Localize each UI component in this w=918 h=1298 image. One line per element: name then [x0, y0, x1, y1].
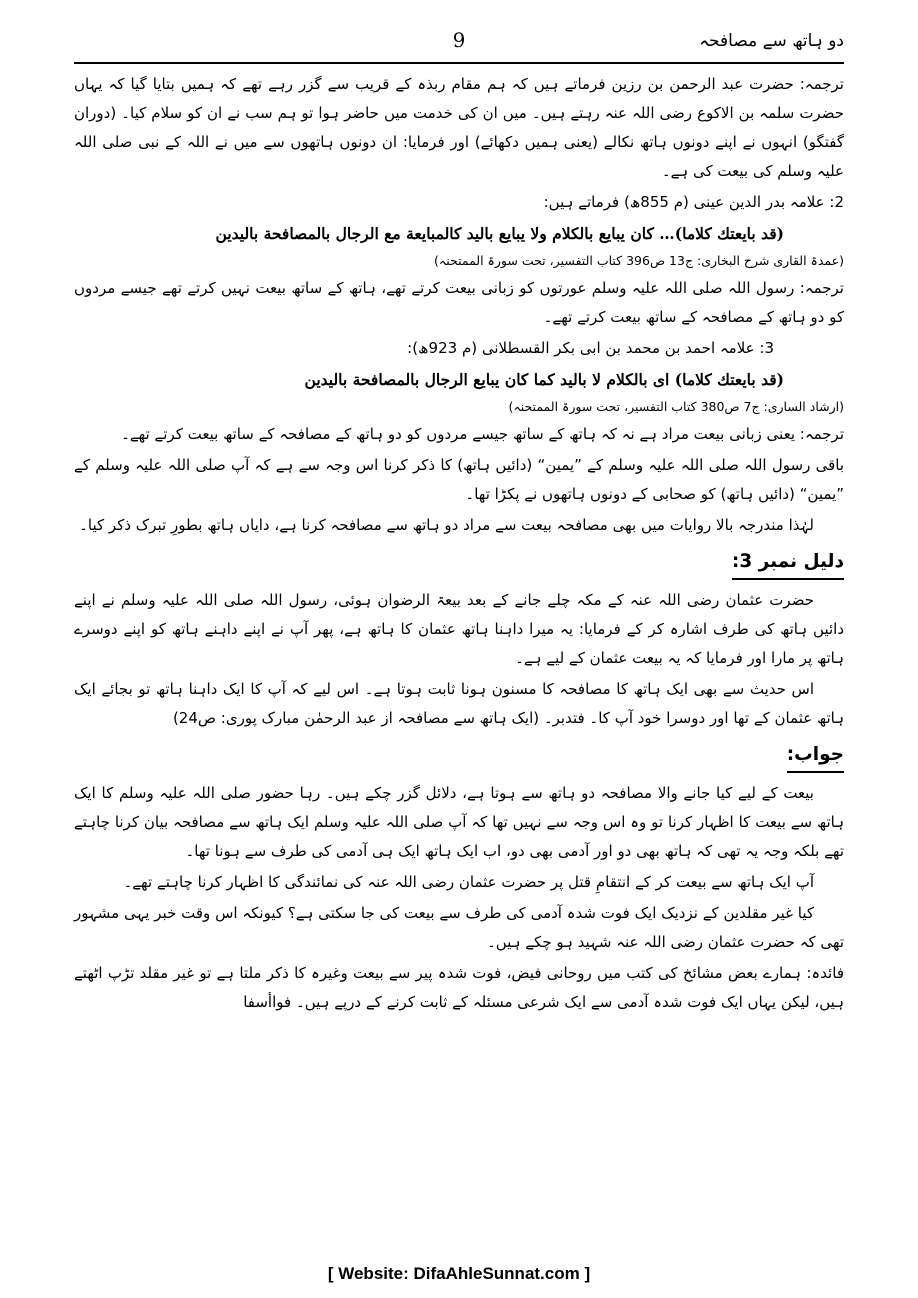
running-title: دو ہاتھ سے مصافحہ: [699, 31, 844, 51]
reference: (ارشاد الساری: ج7 ص380 کتاب التفسیر، تحت سورۃ الممتحنہ): [508, 399, 844, 414]
note-paragraph: فائدہ: ہمارے بعض مشائخ کی کتب میں روحانی فیض، فوت شدہ پیر سے بیعت وغیرہ کا ذکر ملتا ہے تو غیر مقلد تڑپ اٹھتے ہیں، لیکن یہاں ایک فوت شدہ آدمی سے ایک شرعی مسئلہ کے ثابت کرنے کے درپے ہیں۔ فواأسفا: [74, 964, 844, 1011]
citation-heading: 3: علامہ احمد بن محمد بن ابی بکر القسطلانی (م 923ھ):: [407, 339, 774, 357]
page-header: [74, 24, 844, 62]
body-paragraph: کیا غیر مقلدین کے نزدیک ایک فوت شدہ آدمی کی طرف سے بیعت کی جا سکتی ہے؟ کیونکہ اس وقت خبر یہی مشہور تھی کہ حضرت عثمان رضی اللہ عنہ شہید ہو چکے ہیں۔: [74, 904, 844, 951]
body-paragraph: بیعت کے لیے کیا جانے والا مصافحہ دو ہاتھ سے ہوتا ہے، دلائل گزر چکے ہیں۔ رہا حضور صلی اللہ علیہ وسلم کا ایک ہاتھ سے بیعت کا اظہار کرنا تو وہ اس وجہ سے نہیں تھا کہ آپ صلی اللہ علیہ وسلم ایک ہاتھ سے مصافحہ بیان کرنا چاہتے تھے بلکہ وجہ یہ تھی کہ ہاتھ بھی دو اور آدمی بھی دو، اب ایک ہاتھ ایک ہی آدمی کی طرف سے ہونا تھا۔: [74, 784, 844, 860]
body-paragraph: اس حدیث سے بھی ایک ہاتھ کا مصافحہ کا مسنون ہونا ثابت ہوتا ہے۔ اس لیے کہ آپ کا ایک داہنا ہاتھ تو بجائے ایک ہاتھ عثمان کے تھا اور دوسرا خود آپ کا۔ فتدبر۔ (ایک ہاتھ سے مصافحہ از عبد الرحمٰن مبارک پوری: ص24): [74, 680, 844, 727]
body-paragraph: باقی رسول اللہ صلی اللہ علیہ وسلم کے ”یمین“ (دائیں ہاتھ) کا ذکر کرنا اس وجہ سے ہے کہ آپ صلی اللہ علیہ وسلم کے ”یمین“ (دائیں ہاتھ) کو صحابی کے دونوں ہاتھوں نے پکڑا تھا۔: [74, 456, 844, 503]
arabic-quote: (قد بایعتك كلاما)… كان يبايع بالكلام ولا يبايع باليد كالمبايعة مع الرجال بالمصافحة باليدين: [215, 224, 784, 243]
body-paragraph: آپ ایک ہاتھ سے بیعت کر کے انتقامِ قتل پر حضرت عثمان رضی اللہ عنہ کی نمائندگی کا اظہار کرنا چاہتے تھے۔: [123, 873, 814, 891]
body-paragraph: لہٰذا مندرجہ بالا روایات میں بھی مصافحہ بیعت سے مراد دو ہاتھ سے مصافحہ کرنا ہے، دایاں ہاتھ بطورِ تبرک ذکر کیا۔: [79, 516, 814, 534]
translation-paragraph: ترجمہ: یعنی زبانی بیعت مراد ہے نہ کہ ہاتھ کے ساتھ جیسے مردوں کو دو ہاتھ کے مصافحہ کے ساتھ بیعت کرتے تھے۔: [121, 425, 844, 443]
page-number: 9: [452, 28, 466, 52]
header-rule: [74, 62, 844, 64]
section-heading: جواب:: [787, 739, 844, 773]
translation-paragraph: ترجمہ: حضرت عبد الرحمن بن رزین فرماتے ہیں کہ ہم مقام ربذہ کے قریب سے گزر رہے تھے کہ ہمیں بتایا گیا کہ یہاں حضرت سلمہ بن الاکوع رضی اللہ عنہ رہتے ہیں۔ میں ان کی خدمت میں حاضر ہوا تو ہم سب نے ان کو سلام کیا۔ (دوران گفتگو) انہوں نے اپنے دونوں ہاتھ نکالے (یعنی ہمیں دکھائے) اور فرمایا: ان دونوں ہاتھوں سے میں نے اللہ کے نبی صلی اللہ علیہ وسلم کی بیعت کی ہے۔: [74, 75, 844, 180]
citation-heading: 2: علامہ بدر الدین عینی (م 855ھ) فرماتے ہیں:: [543, 193, 844, 211]
body-paragraph: حضرت عثمان رضی اللہ عنہ کے مکہ چلے جانے کے بعد بیعۃ الرضوان ہوئی، رسول اللہ صلی اللہ علیہ وسلم نے اپنے دائیں ہاتھ کی طرف اشارہ کر کے فرمایا: یہ میرا داہنا ہاتھ عثمان کا ہاتھ ہے، پھر آپ نے اپنے داہنے ہاتھ کو اپنے دوسرے ہاتھ پر مارا اور فرمایا کہ یہ بیعت عثمان کے لیے ہے۔: [74, 591, 844, 667]
translation-paragraph: ترجمہ: رسول اللہ صلی اللہ علیہ وسلم عورتوں کو زبانی بیعت کرتے تھے، ہاتھ کے ساتھ بیعت نہیں کرتے تھے جیسے مردوں کو دو ہاتھ کے مصافحہ کے ساتھ بیعت کرتے تھے۔: [74, 279, 844, 326]
reference: (عمدۃ القاری شرح البخاری: ج13 ص396 کتاب التفسیر، تحت سورۃ الممتحنہ): [434, 253, 844, 268]
page-body: [74, 70, 844, 1242]
website-footer: [ Website: DifaAhleSunnat.com ]: [327, 1264, 591, 1283]
section-heading: دلیل نمبر 3:: [732, 546, 844, 580]
arabic-quote: (قد بایعتك كلاما) اى بالكلام لا باليد كما كان يبايع الرجال بالمصافحة باليدين: [304, 370, 784, 389]
